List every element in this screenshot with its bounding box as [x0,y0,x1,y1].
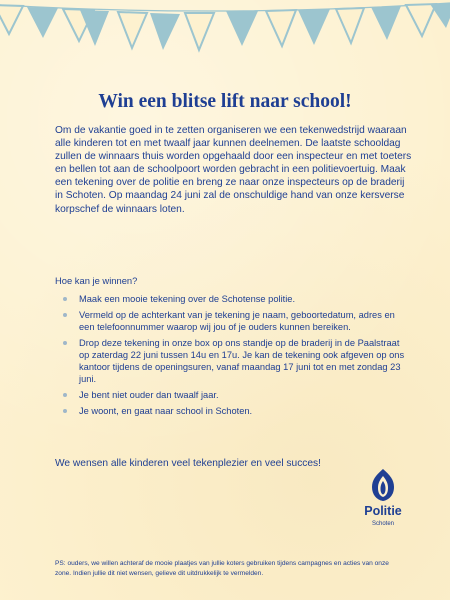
ps-note: PS: ouders, we willen achteraf de mooie plaatjes van jullie koters gebruiken tijdens campagnes en acties van onze zone. Indien jullie dit niet wensen, gelieve dit uitdrukkelijk te vermelden. [55,560,389,577]
rule-text: Drop deze tekening in onze box op ons standje op de braderij in de Paalstraat op zaterdag 22 juni tussen 14u en 17u. Je kan de tekening ook afgeven op ons kantoor tijdens de openingsuren, vanaf maandag 17 juni tot en met zondag 23 juni. [79,337,405,385]
page-title: Win een blitse lift naar school! [98,91,352,112]
list-item [55,337,410,386]
closing-wish: We wensen alle kinderen veel tekenplezier en veel succes! [55,458,321,469]
list-item [55,293,410,305]
police-flame-icon [368,468,398,502]
rule-text: Vermeld op de achterkant van je tekening je naam, geboortedatum, adres en een telefoonnummer waarop wij jou of je ouders kunnen bereiken. [79,309,395,332]
bunting-flag [406,4,436,36]
rules-list [55,293,410,421]
bunting-flag [298,9,330,45]
list-item [55,389,410,401]
bullet-icon [63,341,67,345]
politie-logo [357,468,409,527]
intro-paragraph: Om de vakantie goed in te zetten organiseren we een tekenwedstrijd waaraan alle kinderen tot en met twaalf jaar kunnen deelnemen. De laatste schooldag zullen de winnaars thuis worden opgehaald door een inspecteur en met toeters en bellen tot aan de schoolpoort worden gebracht in een politievoertuig. Maak een tekening over de politie en breng ze naar onze inspecteurs op de braderij in Schoten. Op maandag 24 juni zal de onschuldige hand van onze kersverse korpschef de winnaars loten. [55,125,412,215]
how-to-win-heading: Hoe kan je winnen? [55,275,138,286]
logo-brand-text: Politie [364,504,402,518]
bunting-flag [0,5,23,34]
bunting-flag [27,7,58,38]
bunting-flag [226,11,258,46]
bunting-flag [185,13,214,50]
logo-sub-text: Schoten [371,521,395,527]
bullet-icon [63,313,67,317]
bunting-flag [118,12,147,48]
bunting-decoration [0,0,450,60]
bullet-icon [63,409,67,413]
list-item [55,309,410,333]
rule-text: Je woont, en gaat naar school in Schoten. [79,406,253,416]
bullet-icon [63,393,67,397]
bunting-flag [150,13,180,50]
rule-text: Je bent niet ouder dan twaalf jaar. [79,390,219,401]
rule-text: Maak een mooie tekening over de Schotense politie. [79,294,296,304]
bunting-flag [430,3,450,28]
bunting-flag [371,6,401,40]
list-item [55,405,410,417]
bullet-icon [63,297,67,301]
bunting-flag [336,8,364,43]
bunting-flag [266,10,296,46]
